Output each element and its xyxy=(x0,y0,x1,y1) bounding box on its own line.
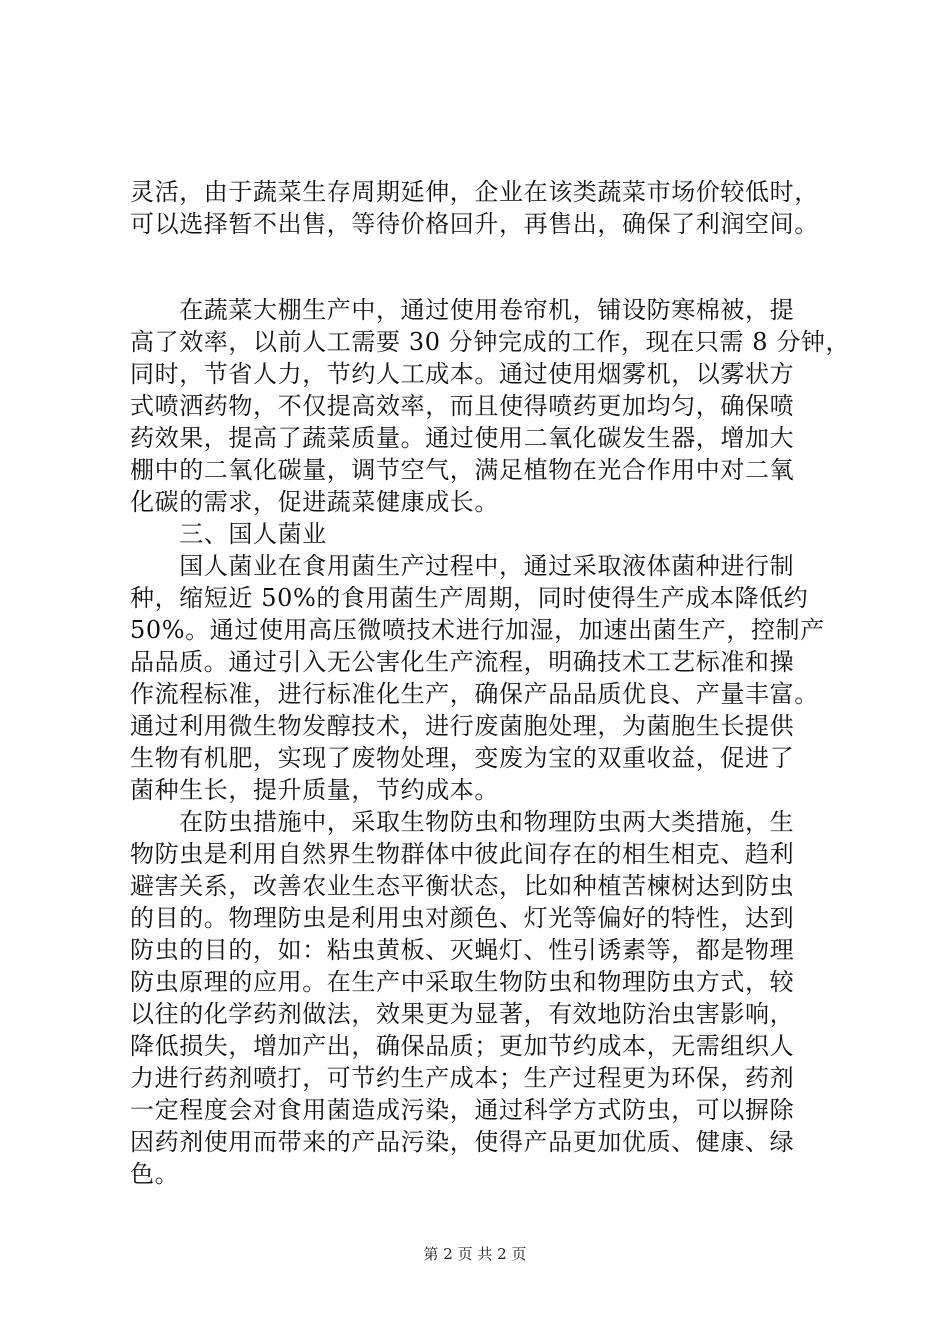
text-line: 灵活，由于蔬菜生存周期延伸，企业在该类蔬菜市场价较低时， xyxy=(130,178,819,206)
text-line: 力进行药剂喷打，可节约生产成本；生产过程更为环保，药剂 xyxy=(130,1064,795,1092)
text-line: 在蔬菜大棚生产中，通过使用卷帘机，铺设防寒棉被，提 xyxy=(130,296,795,324)
text-line: 因药剂使用而带来的产品污染，使得产品更加优质、健康、绿 xyxy=(130,1128,795,1156)
text-line: 同时，节省人力，节约人工成本。通过使用烟雾机，以雾状方 xyxy=(130,360,795,388)
paragraph-continuation xyxy=(130,176,820,240)
text-line: 50%。通过使用高压微喷技术进行加湿，加速出菌生产，控制产 xyxy=(130,616,825,644)
text-line: 在防虫措施中，采取生物防虫和物理防虫两大类措施，生 xyxy=(130,808,795,836)
page-number: 第 2 页 共 2 页 xyxy=(423,1245,527,1263)
text-line: 以往的化学药剂做法，效果更为显著，有效地防治虫害影响， xyxy=(130,1000,795,1028)
text-line: 通过利用微生物发醇技术，进行废菌胞处理，为菌胞生长提供 xyxy=(130,712,795,740)
text-line: 的目的。物理防虫是利用虫对颜色、灯光等偏好的特性，达到 xyxy=(130,904,795,932)
text-line: 物防虫是利用自然界生物群体中彼此间存在的相生相克、趋利 xyxy=(130,840,795,868)
text-line: 防虫的目的，如：粘虫黄板、灭蝇灯、性引诱素等，都是物理 xyxy=(130,936,795,964)
text-line: 降低损失，增加产出，确保品质；更加节约成本，无需组织人 xyxy=(130,1032,795,1060)
text-line: 高了效率，以前人工需要 30 分钟完成的工作，现在只需 8 分钟， xyxy=(130,328,851,356)
text-line: 作流程标准，进行标准化生产，确保产品品质优良、产量丰富。 xyxy=(130,680,819,708)
document-body xyxy=(130,294,851,1190)
text-line: 药效果，提高了蔬菜质量。通过使用二氧化碳发生器，增加大 xyxy=(130,424,795,452)
text-line: 菌种生长，提升质量，节约成本。 xyxy=(130,776,499,804)
text-line: 色。 xyxy=(130,1160,180,1188)
text-line: 可以选择暂不出售，等待价格回升，再售出，确保了利润空间。 xyxy=(130,210,819,238)
page-footer xyxy=(0,1244,950,1264)
text-line: 棚中的二氧化碳量，调节空气，满足植物在光合作用中对二氧 xyxy=(130,456,795,484)
text-line: 化碳的需求，促进蔬菜健康成长。 xyxy=(130,488,499,516)
text-line: 种，缩短近 50%的食用菌生产周期，同时使得生产成本降低约 xyxy=(130,584,809,612)
text-line: 防虫原理的应用。在生产中采取生物防虫和物理防虫方式，较 xyxy=(130,968,795,996)
text-line: 避害关系，改善农业生态平衡状态，比如种植苦楝树达到防虫 xyxy=(130,872,795,900)
text-line: 一定程度会对食用菌造成污染，通过科学方式防虫，可以摒除 xyxy=(130,1096,795,1124)
section-heading: 三、国人菌业 xyxy=(130,520,327,548)
text-line: 式喷洒药物，不仅提高效率，而且使得喷药更加均匀，确保喷 xyxy=(130,392,795,420)
text-line: 品品质。通过引入无公害化生产流程，明确技术工艺标准和操 xyxy=(130,648,795,676)
text-line: 生物有机肥，实现了废物处理，变废为宝的双重收益，促进了 xyxy=(130,744,795,772)
text-line: 国人菌业在食用菌生产过程中，通过采取液体菌种进行制 xyxy=(130,552,795,580)
